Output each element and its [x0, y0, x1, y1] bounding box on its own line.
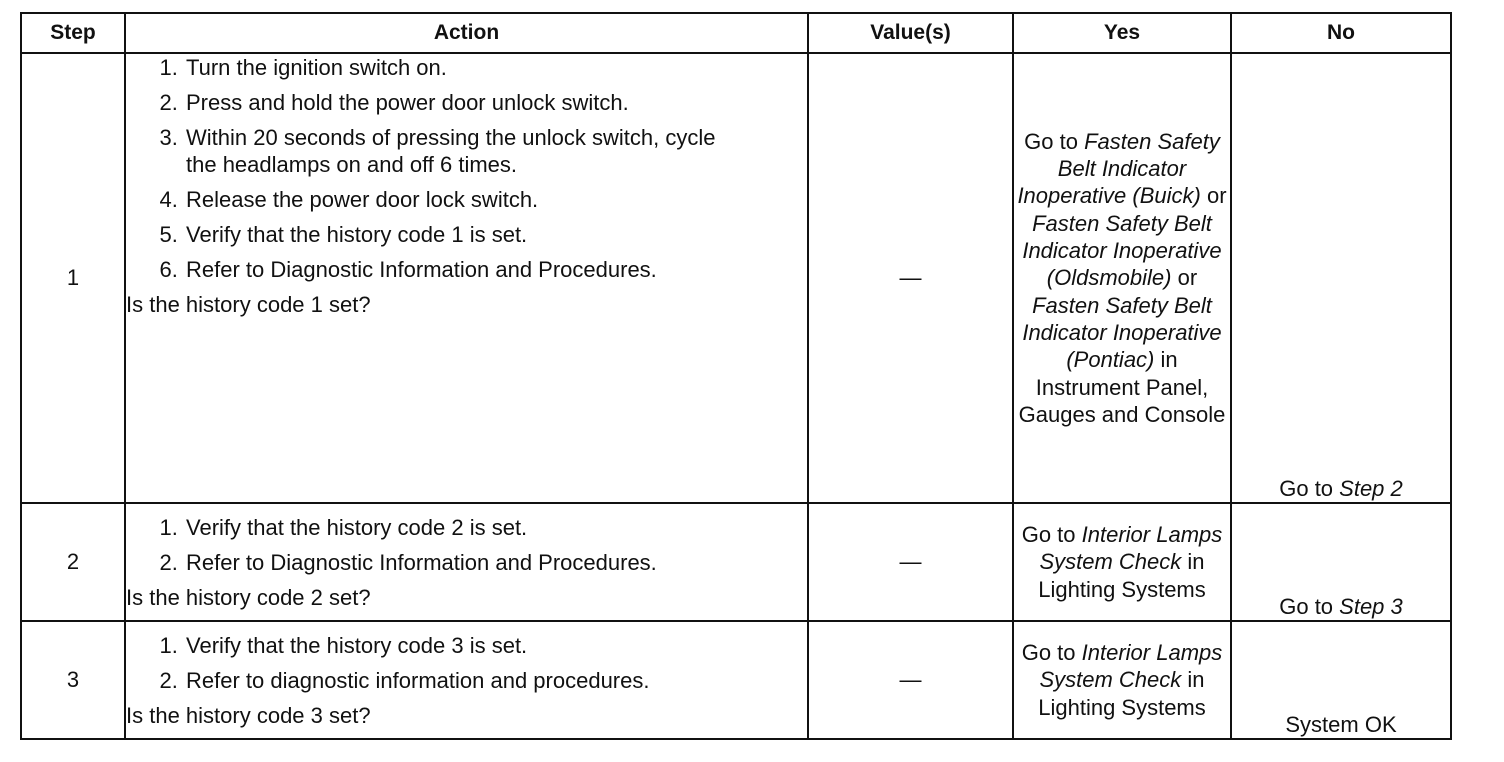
no-step-link[interactable]: Step 2 [1339, 476, 1403, 501]
yes-prefix: Go to [1024, 128, 1085, 154]
yes-reference-link[interactable]: Interior Lamps System Check [1039, 640, 1223, 693]
header-action: Action [125, 13, 808, 53]
action-steps [126, 632, 807, 694]
action-item: 6. Refer to Diagnostic Information and Procedures. [184, 256, 807, 283]
header-values: Value(s) [808, 13, 1013, 53]
yes-cell [1013, 53, 1231, 503]
no-prefix: Go to [1279, 476, 1340, 501]
yes-reference-link[interactable]: Fasten Safety Belt Indicator Inoperative (Pontiac) [1022, 292, 1222, 373]
diagnostic-table [20, 12, 1452, 740]
yes-reference-link[interactable]: Fasten Safety Belt Indicator Inoperative (Oldsmobile) [1022, 210, 1222, 291]
no-cell [1231, 503, 1451, 621]
yes-prefix: Go to [1021, 640, 1082, 666]
action-item: 3. Within 20 seconds of pressing the unlock switch, cycle the headlamps on and off 6 times. [184, 124, 746, 178]
action-cell [125, 621, 808, 739]
header-row [21, 13, 1451, 53]
action-item: 2. Press and hold the power door unlock switch. [184, 89, 807, 116]
action-steps [126, 54, 807, 283]
step-number: 2 [21, 503, 125, 621]
action-cell [125, 53, 808, 503]
header-no: No [1231, 13, 1451, 53]
yes-suffix: in Lighting Systems [1038, 667, 1206, 720]
value-cell: — [808, 53, 1013, 503]
value-cell: — [808, 503, 1013, 621]
action-item: 4. Release the power door lock switch. [184, 186, 807, 213]
step-number: 3 [21, 621, 125, 739]
question-text: Is the history code 2 set? [126, 585, 371, 610]
yes-join: or [1171, 265, 1198, 291]
yes-reference-link[interactable]: Interior Lamps System Check [1039, 522, 1223, 575]
table-row [21, 503, 1451, 621]
question-text: Is the history code 3 set? [126, 703, 371, 728]
yes-suffix: in Instrument Panel, Gauges and Console [1018, 347, 1226, 427]
action-item: 1. Verify that the history code 2 is set. [184, 514, 807, 541]
no-cell [1231, 53, 1451, 503]
table-row [21, 53, 1451, 503]
action-item: 2. Refer to diagnostic information and procedures. [184, 667, 807, 694]
yes-cell [1013, 503, 1231, 621]
yes-join: or [1200, 183, 1227, 209]
action-cell [125, 503, 808, 621]
value-cell: — [808, 621, 1013, 739]
no-prefix: Go to [1279, 594, 1340, 619]
no-step-link[interactable]: Step 3 [1339, 594, 1403, 619]
header-yes: Yes [1013, 13, 1231, 53]
step-number: 1 [21, 53, 125, 503]
no-cell: System OK [1231, 621, 1451, 739]
yes-reference-link[interactable]: Fasten Safety Belt Indicator Inoperative (Buick) [1017, 128, 1220, 209]
action-steps [126, 514, 807, 576]
yes-suffix: in Lighting Systems [1038, 549, 1206, 602]
table-row [21, 621, 1451, 739]
question-text: Is the history code 1 set? [126, 292, 371, 317]
action-item: 1. Verify that the history code 3 is set. [184, 632, 807, 659]
yes-prefix: Go to [1021, 522, 1082, 548]
action-item: 1. Turn the ignition switch on. [184, 54, 807, 81]
yes-cell [1013, 621, 1231, 739]
header-step: Step [21, 13, 125, 53]
action-item: 5. Verify that the history code 1 is set. [184, 221, 807, 248]
action-item: 2. Refer to Diagnostic Information and Procedures. [184, 549, 807, 576]
